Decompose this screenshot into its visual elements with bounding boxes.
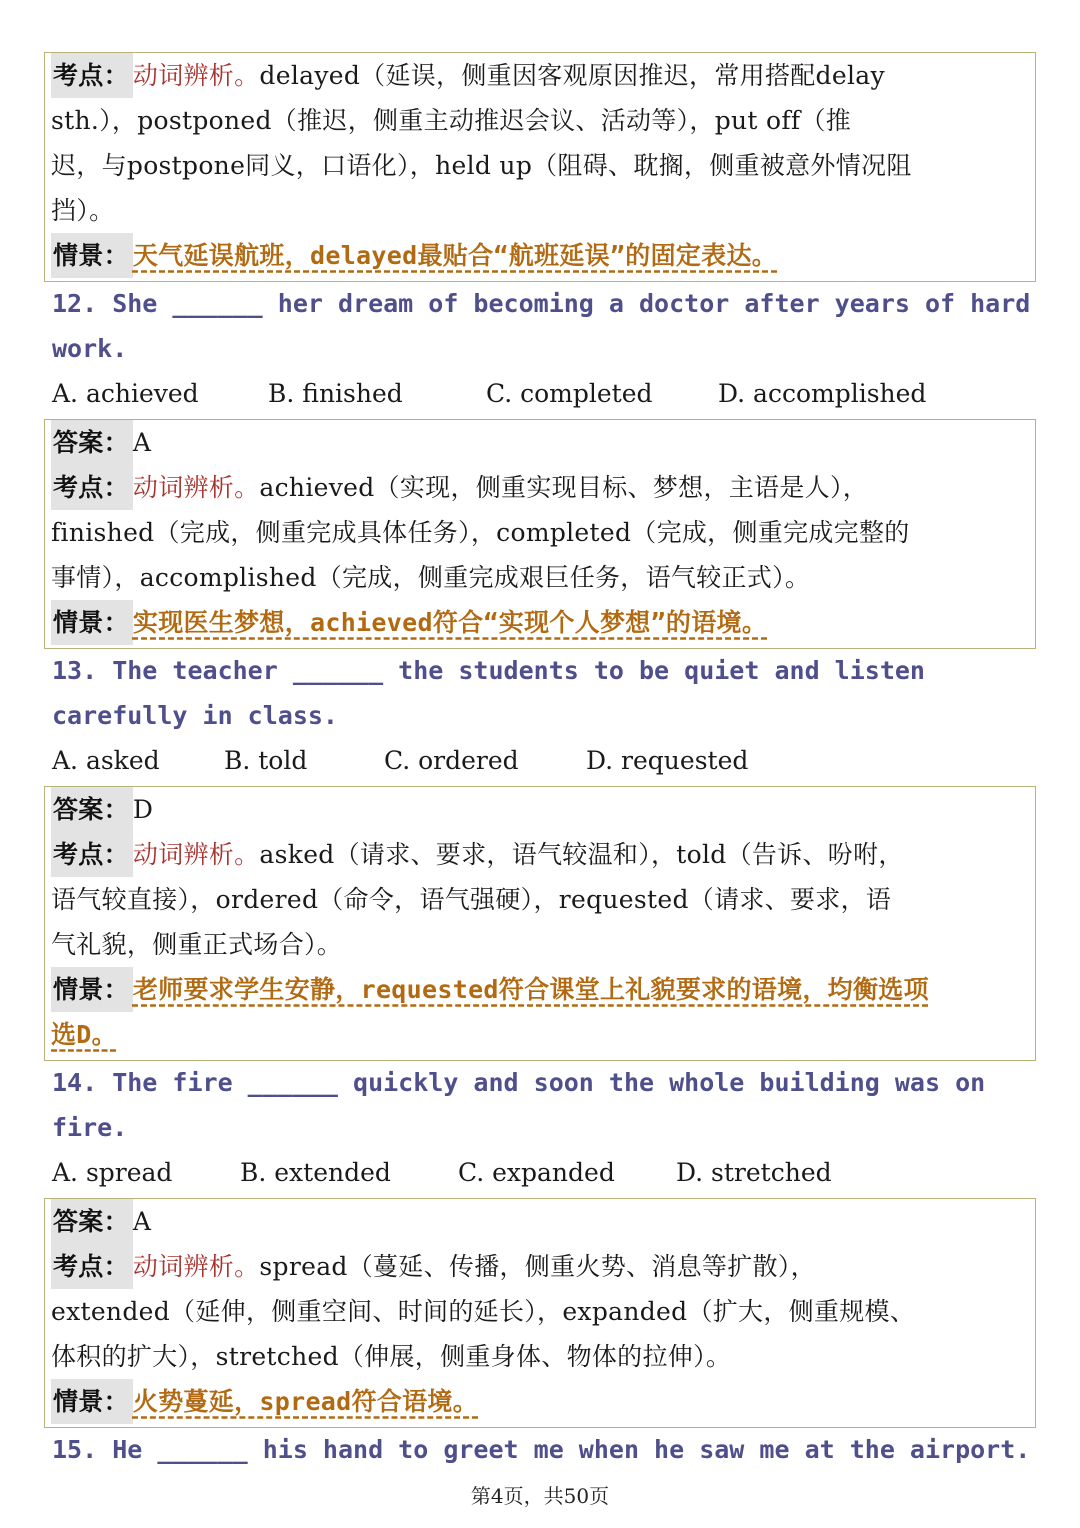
explanation-box-11	[44, 52, 1036, 282]
option-a: A. asked	[52, 746, 160, 775]
explanation-box-13	[44, 786, 1036, 1061]
kaodian-text: 挡）。	[51, 196, 115, 225]
kaodian-text: achieved（实现，侧重实现目标、梦想，主语是人），	[259, 473, 869, 502]
option-d: D. requested	[586, 746, 749, 775]
qingjing-text: 选D。	[51, 1020, 117, 1049]
option-a: A. spread	[52, 1158, 173, 1187]
option-a: A. achieved	[52, 379, 199, 408]
question-line: carefully in class.	[52, 701, 338, 730]
question-line: 15. He ______ his hand to greet me when he saw me at the airport.	[52, 1435, 1031, 1464]
kaodian-text: 气礼貌，侧重正式场合）。	[51, 930, 343, 959]
kaodian-text: finished（完成，侧重完成具体任务），completed（完成，侧重完成完整的	[51, 518, 910, 547]
qingjing-tag: 情景：	[51, 600, 133, 645]
option-b: B. extended	[240, 1158, 391, 1187]
answer-value: A	[132, 428, 152, 457]
question-line: work.	[52, 334, 128, 363]
qingjing-line	[51, 1379, 1029, 1424]
qingjing-text: 火势蔓延，spread符合语境。	[132, 1387, 479, 1416]
kaodian-category: 动词辨析。	[132, 61, 260, 90]
kaodian-text: extended（延伸，侧重空间、时间的延长），expanded（扩大，侧重规模、	[51, 1297, 916, 1326]
answer-tag: 答案：	[51, 420, 133, 465]
kaodian-line	[51, 1244, 1029, 1289]
option-b: B. finished	[268, 379, 403, 408]
kaodian-text: 事情），accomplished（完成，侧重完成艰巨任务，语气较正式）。	[51, 563, 811, 592]
answer-line	[51, 420, 1029, 465]
option-b: B. told	[224, 746, 308, 775]
question-line: 13. The teacher ______ the students to be quiet and listen	[52, 656, 925, 685]
kaodian-tag: 考点：	[51, 465, 133, 510]
qingjing-tag: 情景：	[51, 233, 133, 278]
kaodian-tag: 考点：	[51, 1244, 133, 1289]
qingjing-tag: 情景：	[51, 967, 133, 1012]
kaodian-text: delayed（延误，侧重因客观原因推迟，常用搭配delay	[259, 61, 885, 90]
options-14	[52, 1150, 832, 1195]
kaodian-text: sth.），postponed（推迟，侧重主动推迟会议、活动等），put off（推	[51, 106, 852, 135]
answer-value: D	[132, 795, 154, 824]
kaodian-tag: 考点：	[51, 832, 133, 877]
kaodian-category: 动词辨析。	[132, 1252, 260, 1281]
kaodian-line	[51, 832, 1029, 877]
kaodian-line	[51, 53, 1029, 98]
qingjing-line	[51, 600, 1029, 645]
kaodian-line	[51, 465, 1029, 510]
option-d: D. stretched	[676, 1158, 832, 1187]
answer-line	[51, 787, 1029, 832]
options-13	[52, 738, 748, 783]
answer-line	[51, 1199, 1029, 1244]
options-12	[52, 371, 926, 416]
kaodian-text: asked（请求、要求，语气较温和），told（告诉、吩咐，	[259, 840, 904, 869]
question-line: 12. She ______ her dream of becoming a doctor after years of hard	[52, 289, 1031, 318]
question-line: 14. The fire ______ quickly and soon the whole building was on	[52, 1068, 986, 1097]
question-14	[52, 1060, 985, 1150]
question-12	[52, 281, 1030, 371]
kaodian-text: 迟，与postpone同义，口语化），held up（阻碍、耽搁，侧重被意外情况阻	[51, 151, 912, 180]
explanation-box-14	[44, 1198, 1036, 1428]
kaodian-text: 体积的扩大），stretched（伸展，侧重身体、物体的拉伸）。	[51, 1342, 732, 1371]
question-13	[52, 648, 925, 738]
qingjing-tag: 情景：	[51, 1379, 133, 1424]
option-c: C. expanded	[458, 1158, 615, 1187]
qingjing-line	[51, 233, 1029, 278]
kaodian-text: 语气较直接），ordered（命令，语气强硬），requested（请求、要求，语	[51, 885, 892, 914]
kaodian-category: 动词辨析。	[132, 473, 260, 502]
answer-tag: 答案：	[51, 787, 133, 832]
qingjing-text: 天气延误航班，delayed最贴合“航班延误”的固定表达。	[132, 241, 778, 270]
option-d: D. accomplished	[718, 379, 927, 408]
option-c: C. completed	[486, 379, 653, 408]
qingjing-line	[51, 1012, 1029, 1057]
option-c: C. ordered	[384, 746, 519, 775]
kaodian-text: spread（蔓延、传播，侧重火势、消息等扩散），	[259, 1252, 816, 1281]
answer-tag: 答案：	[51, 1199, 133, 1244]
qingjing-text: 实现医生梦想，achieved符合“实现个人梦想”的语境。	[132, 608, 768, 637]
answer-value: A	[132, 1207, 152, 1236]
question-line: fire.	[52, 1113, 128, 1142]
qingjing-text: 老师要求学生安静，requested符合课堂上礼貌要求的语境，均衡选项	[132, 975, 929, 1004]
page-footer: 第4页，共50页	[470, 1484, 610, 1508]
explanation-box-12	[44, 419, 1036, 649]
question-15	[52, 1427, 1030, 1472]
kaodian-category: 动词辨析。	[132, 840, 260, 869]
qingjing-line	[51, 967, 1029, 1012]
kaodian-tag: 考点：	[51, 53, 133, 98]
